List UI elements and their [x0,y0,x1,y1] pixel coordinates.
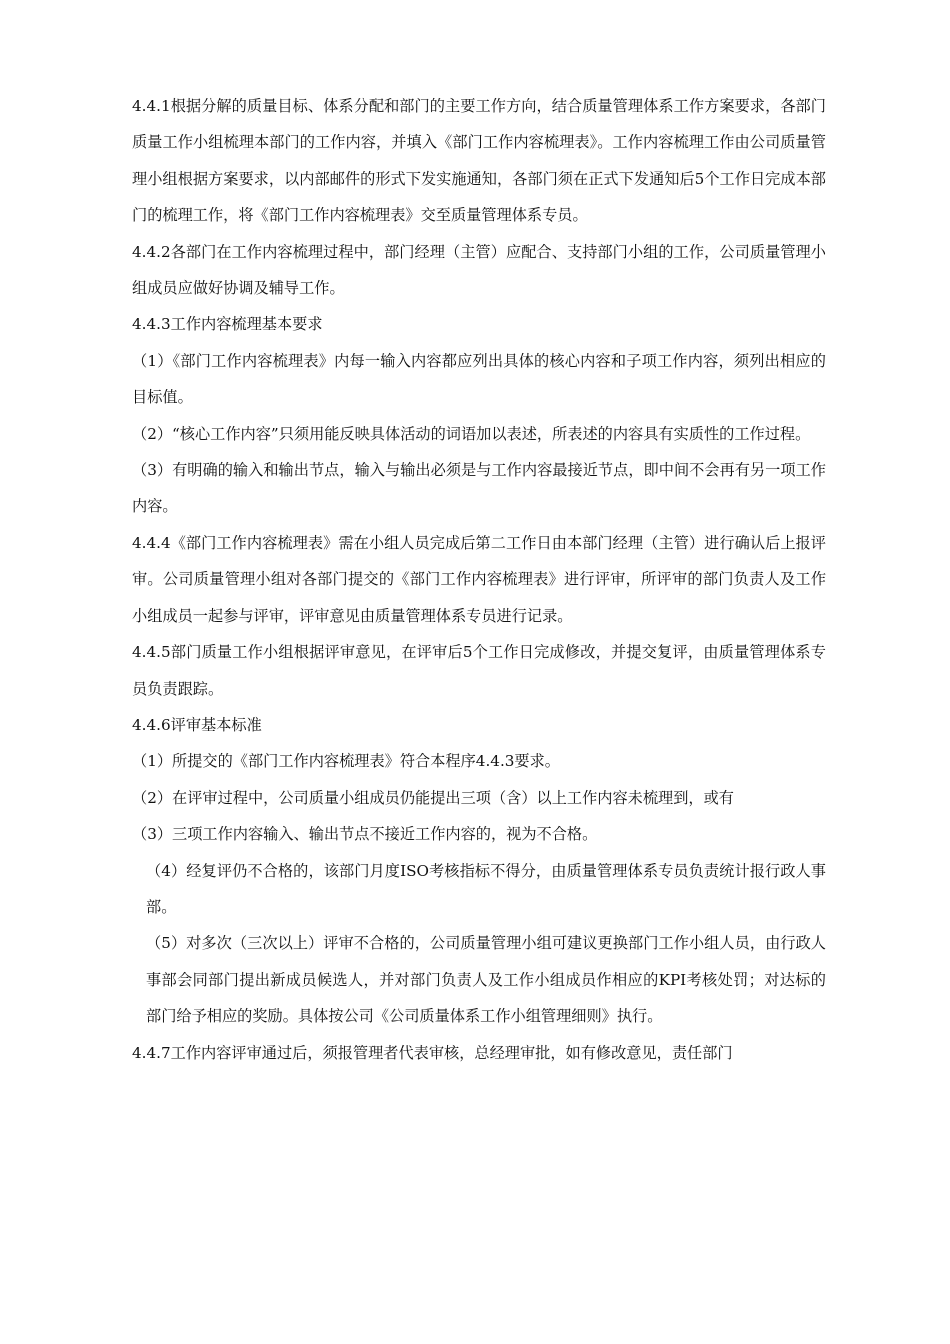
criteria-item-3: （3）三项工作内容输入、输出节点不接近工作内容的，视为不合格。 [132,825,598,844]
requirement-item-3: （3）有明确的输入和输出节点，输入与输出必须是与工作内容最接近节点，即中间不会再有另一项工作内容。 [132,461,826,516]
document-page [132,88,826,1071]
paragraph-4-4-2: 4.4.2各部门在工作内容梳理过程中，部门经理（主管）应配合、支持部门小组的工作，公司质量管理小组成员应做好协调及辅导工作。 [132,242,826,298]
criteria-item-4: （4）经复评仍不合格的，该部门月度ISO考核指标不得分，由质量管理体系专员负责统计报行政人事部。 [146,861,826,916]
criteria-item-5: （5）对多次（三次以上）评审不合格的，公司质量管理小组可建议更换部门工作小组人员，由行政人事部会同部门提出新成员候选人，并对部门负责人及工作小组成员作相应的KPI考核处罚；对达标的部门给予相应的奖励。具体按公司《公司质量体系工作小组管理细则》执行。 [146,934,826,1026]
paragraph-4-4-4: 4.4.4《部门工作内容梳理表》需在小组人员完成后第二工作日由本部门经理（主管）进行确认后上报评审。公司质量管理小组对各部门提交的《部门工作内容梳理表》进行评审，所评审的部门负责人及工作小组成员一起参与评审，评审意见由质量管理体系专员进行记录。 [132,533,826,625]
requirement-item-2: （2）“核心工作内容”只须用能反映具体活动的词语加以表述，所表述的内容具有实质性的工作过程。 [132,424,811,443]
heading-4-4-6: 4.4.6评审基本标准 [132,715,262,734]
criteria-item-2: （2）在评审过程中，公司质量小组成员仍能提出三项（含）以上工作内容未梳理到，或有 [132,788,734,807]
paragraph-4-4-7: 4.4.7工作内容评审通过后，须报管理者代表审核，总经理审批，如有修改意见，责任部门 [132,1043,733,1062]
paragraph-4-4-1: 4.4.1根据分解的质量目标、体系分配和部门的主要工作方向，结合质量管理体系工作方案要求，各部门质量工作小组梳理本部门的工作内容，并填入《部门工作内容梳理表》。工作内容梳理工作由公司质量管理小组根据方案要求，以内部邮件的形式下发实施通知，各部门须在正式下发通知后5个工作日完成本部门的梳理工作，将《部门工作内容梳理表》交至质量管理体系专员。 [132,97,826,225]
criteria-item-1: （1）所提交的《部门工作内容梳理表》符合本程序4.4.3要求。 [132,752,560,771]
heading-4-4-3: 4.4.3工作内容梳理基本要求 [132,315,323,334]
requirement-item-1: （1）《部门工作内容梳理表》内每一输入内容都应列出具体的核心内容和子项工作内容，须列出相应的目标值。 [132,351,826,407]
paragraph-4-4-5: 4.4.5部门质量工作小组根据评审意见，在评审后5个工作日完成修改，并提交复评，由质量管理体系专员负责跟踪。 [132,643,826,698]
